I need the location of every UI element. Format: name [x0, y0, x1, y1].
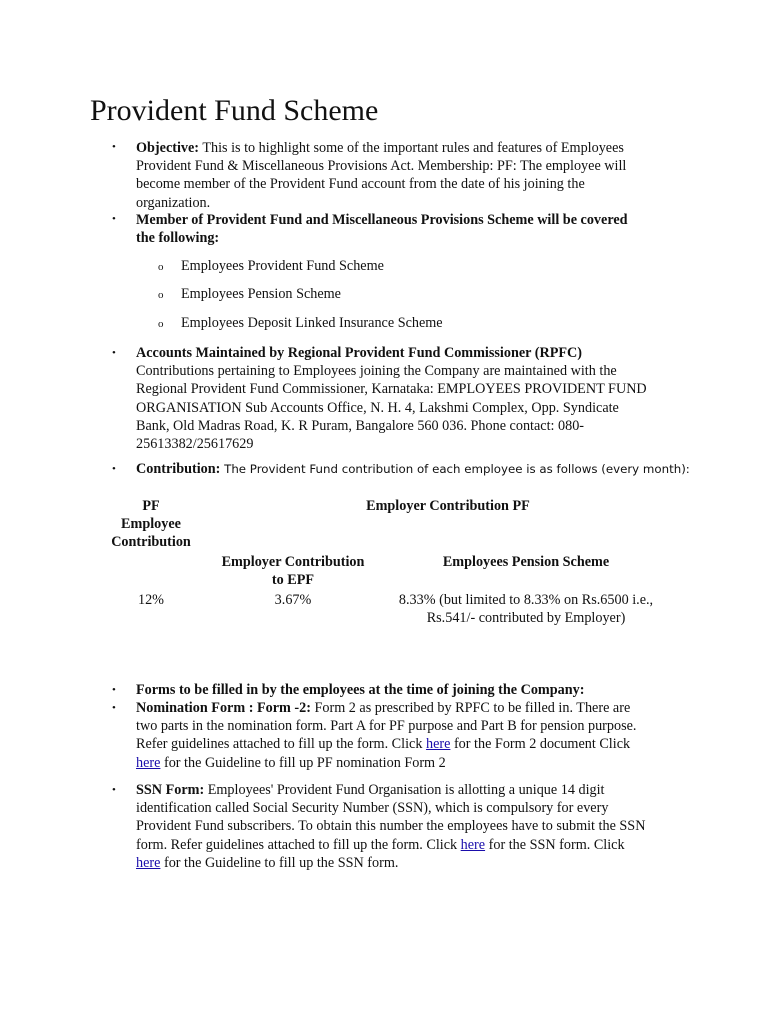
- bullet-icon: •: [112, 347, 116, 359]
- objective-paragraph: Objective: This is to highlight some of the important rules and features of Employees Provident Fund & Miscellaneous Provisions Act. Membership: PF: The employee will become member of the Provident Fund account from the date of his joining the organization.: [136, 140, 627, 211]
- bullet-icon: •: [112, 684, 116, 696]
- nomination-label: Nomination Form : Form -2:: [136, 700, 311, 716]
- bullet-icon: •: [112, 784, 116, 796]
- ssn-guideline-link[interactable]: here: [136, 854, 161, 871]
- sub-bullet-icon: o: [158, 318, 164, 330]
- table-cell-pf: 12%: [137, 592, 164, 608]
- table-header-epf: Employer Contribution to EPF: [221, 554, 365, 589]
- ssn-form-link[interactable]: here: [460, 836, 486, 853]
- member-heading: Member of Provident Fund and Miscellaneous Provisions Scheme will be covered the following:: [136, 212, 628, 247]
- contribution-paragraph: Contribution: The Provident Fund contribution of each employee is as follows (every month):: [136, 461, 690, 477]
- accounts-paragraph: Accounts Maintained by Regional Provident Fund Commissioner (RPFC) Contributions pertaining to Employees joining the Company are maintained with the Regional Provident Fund Commissioner, Karnataka: EMPLOYEES PROVIDENT FUND ORGANISATION Sub Accounts Office, N. H. 4, Lakshmi Complex, Opp. Syndicate Bank, Old Madras Road, K. R Puram, Bangalore 560 036. Phone contact: 080- 25613382/25617629: [136, 345, 647, 453]
- bullet-icon: •: [112, 702, 116, 714]
- objective-label: Objective:: [136, 140, 200, 156]
- bullet-icon: •: [112, 141, 116, 153]
- accounts-heading: Accounts Maintained by Regional Provident Fund Commissioner (RPFC): [136, 345, 582, 361]
- table-cell-eps: 8.33% (but limited to 8.33% on Rs.6500 i.e., Rs.541/- contributed by Employer): [398, 592, 654, 627]
- table-header-pf: PF Employee Contribution: [111, 498, 191, 551]
- ssn-label: SSN Form:: [136, 782, 205, 798]
- form2-guideline-link[interactable]: here: [136, 754, 161, 771]
- bullet-icon: •: [112, 213, 116, 225]
- form2-document-link[interactable]: here: [425, 736, 451, 753]
- table-cell-epf: 3.67%: [274, 592, 312, 608]
- ssn-paragraph: SSN Form: Employees' Provident Fund Organisation is allotting a unique 14 digit identification called Social Security Number (SSN), which is compulsory for every Provident Fund subscribers. To obtain this number the employees have to submit the SSN form. Refer guidelines attached to fill up the form. Click here for the SSN form. Click here for the Guideline to fill up the SSN form.: [136, 782, 646, 871]
- sub-bullet-icon: o: [158, 289, 164, 301]
- list-item: Employees Pension Scheme: [181, 286, 341, 302]
- list-item: Employees Deposit Linked Insurance Scheme: [181, 315, 443, 331]
- table-header-eps: Employees Pension Scheme: [442, 554, 610, 570]
- bullet-icon: •: [112, 463, 116, 475]
- page-title: Provident Fund Scheme: [90, 94, 379, 127]
- list-item: Employees Provident Fund Scheme: [181, 258, 384, 274]
- nomination-paragraph: Nomination Form : Form -2: Form 2 as prescribed by RPFC to be filled in. There are two parts in the nomination form. Part A for PF purpose and Part B for pension purpose. Refer guidelines attached to fill up the form. Click here for the Form 2 document Click here for the Guideline to fill up PF nomination Form 2: [136, 700, 637, 771]
- table-header-employer: Employer Contribution PF: [366, 498, 530, 514]
- forms-heading: Forms to be filled in by the employees at the time of joining the Company:: [136, 682, 585, 698]
- sub-bullet-icon: o: [158, 261, 164, 273]
- contribution-label: Contribution:: [136, 461, 221, 477]
